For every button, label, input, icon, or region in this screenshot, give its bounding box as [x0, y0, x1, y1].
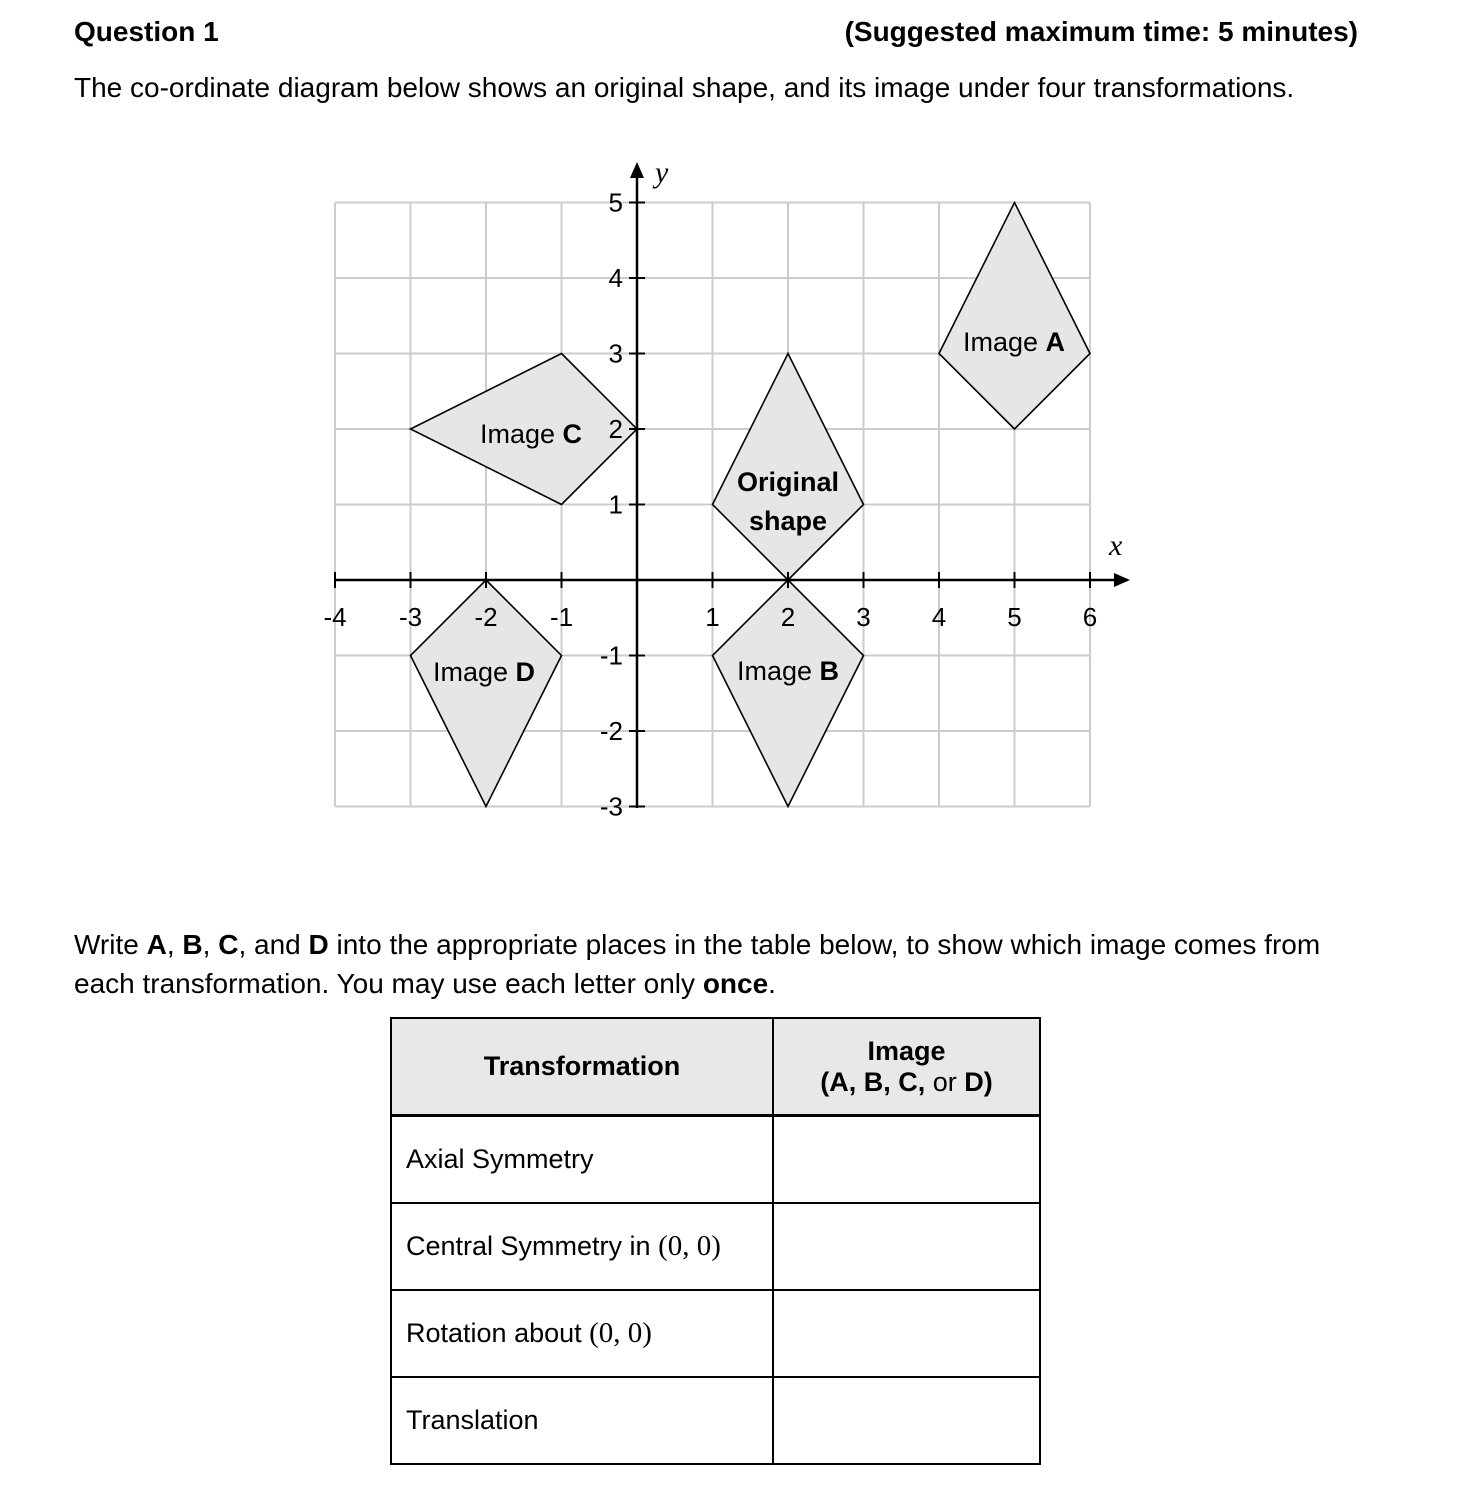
y-tick-label: 4: [608, 263, 623, 293]
x-tick-label: 6: [1082, 602, 1098, 632]
table-row: [391, 1377, 1040, 1464]
question-title: Question 1: [74, 16, 219, 47]
header-transformation: Transformation: [391, 1018, 773, 1116]
x-tick-label: 5: [1007, 602, 1022, 632]
x-tick-label: -2: [474, 602, 498, 632]
transformation-cell: Translation: [391, 1377, 773, 1464]
table-row: [391, 1203, 1040, 1290]
intro-text: The co-ordinate diagram below shows an original shape, and its image under four transformations.: [74, 72, 1295, 103]
answer-cell-translation[interactable]: [773, 1377, 1040, 1464]
y-tick-label: 2: [608, 414, 623, 444]
suggested-time: (Suggested maximum time: 5 minutes): [844, 16, 1358, 47]
transformation-cell: Central Symmetry in (0, 0): [391, 1203, 773, 1290]
transformation-cell: Axial Symmetry: [391, 1116, 773, 1204]
image-d-label: Image D: [432, 657, 536, 687]
x-tick-label: 2: [780, 602, 796, 632]
x-axis-arrow: [1114, 573, 1130, 587]
original-label: Original: [736, 467, 840, 497]
transformation-cell: Rotation about (0, 0): [391, 1290, 773, 1377]
table-row: [391, 1116, 1040, 1204]
x-tick-label: 3: [856, 602, 871, 632]
y-tick-label: 5: [608, 187, 623, 218]
instructions: Write A, B, C, and D into the appropriate places in the table below, to show which image comes from each transformation. You may use each letter only once.: [74, 929, 1321, 999]
y-tick-label: -1: [599, 640, 623, 671]
x-tick-label: 1: [705, 602, 720, 632]
answer-table: [390, 1017, 1041, 1465]
table-row: [391, 1290, 1040, 1377]
image-a-kite: [939, 203, 1090, 430]
image-a-label: Image A: [962, 327, 1066, 357]
x-tick-label: -1: [549, 602, 574, 632]
y-axis-name: y: [655, 156, 669, 189]
image-b-label: Image B: [736, 656, 840, 686]
answer-cell-axial-symmetry[interactable]: [773, 1116, 1040, 1204]
image-c-label: Image C: [479, 419, 583, 449]
answer-cell-central-symmetry[interactable]: [773, 1203, 1040, 1290]
original-label-line2: shape: [748, 506, 828, 536]
y-axis-arrow: [630, 162, 644, 178]
y-tick-label: -2: [599, 716, 623, 746]
x-axis-name: x: [1109, 529, 1123, 562]
x-tick-label: 4: [931, 602, 947, 632]
x-tick-label: -3: [398, 602, 423, 632]
y-tick-label: -3: [599, 791, 623, 822]
y-tick-label: 3: [608, 338, 623, 369]
answer-cell-rotation[interactable]: [773, 1290, 1040, 1377]
y-tick-label: 1: [608, 489, 623, 520]
header-image: Image (A, B, C, or D): [773, 1018, 1040, 1116]
x-tick-label: -4: [323, 602, 347, 632]
